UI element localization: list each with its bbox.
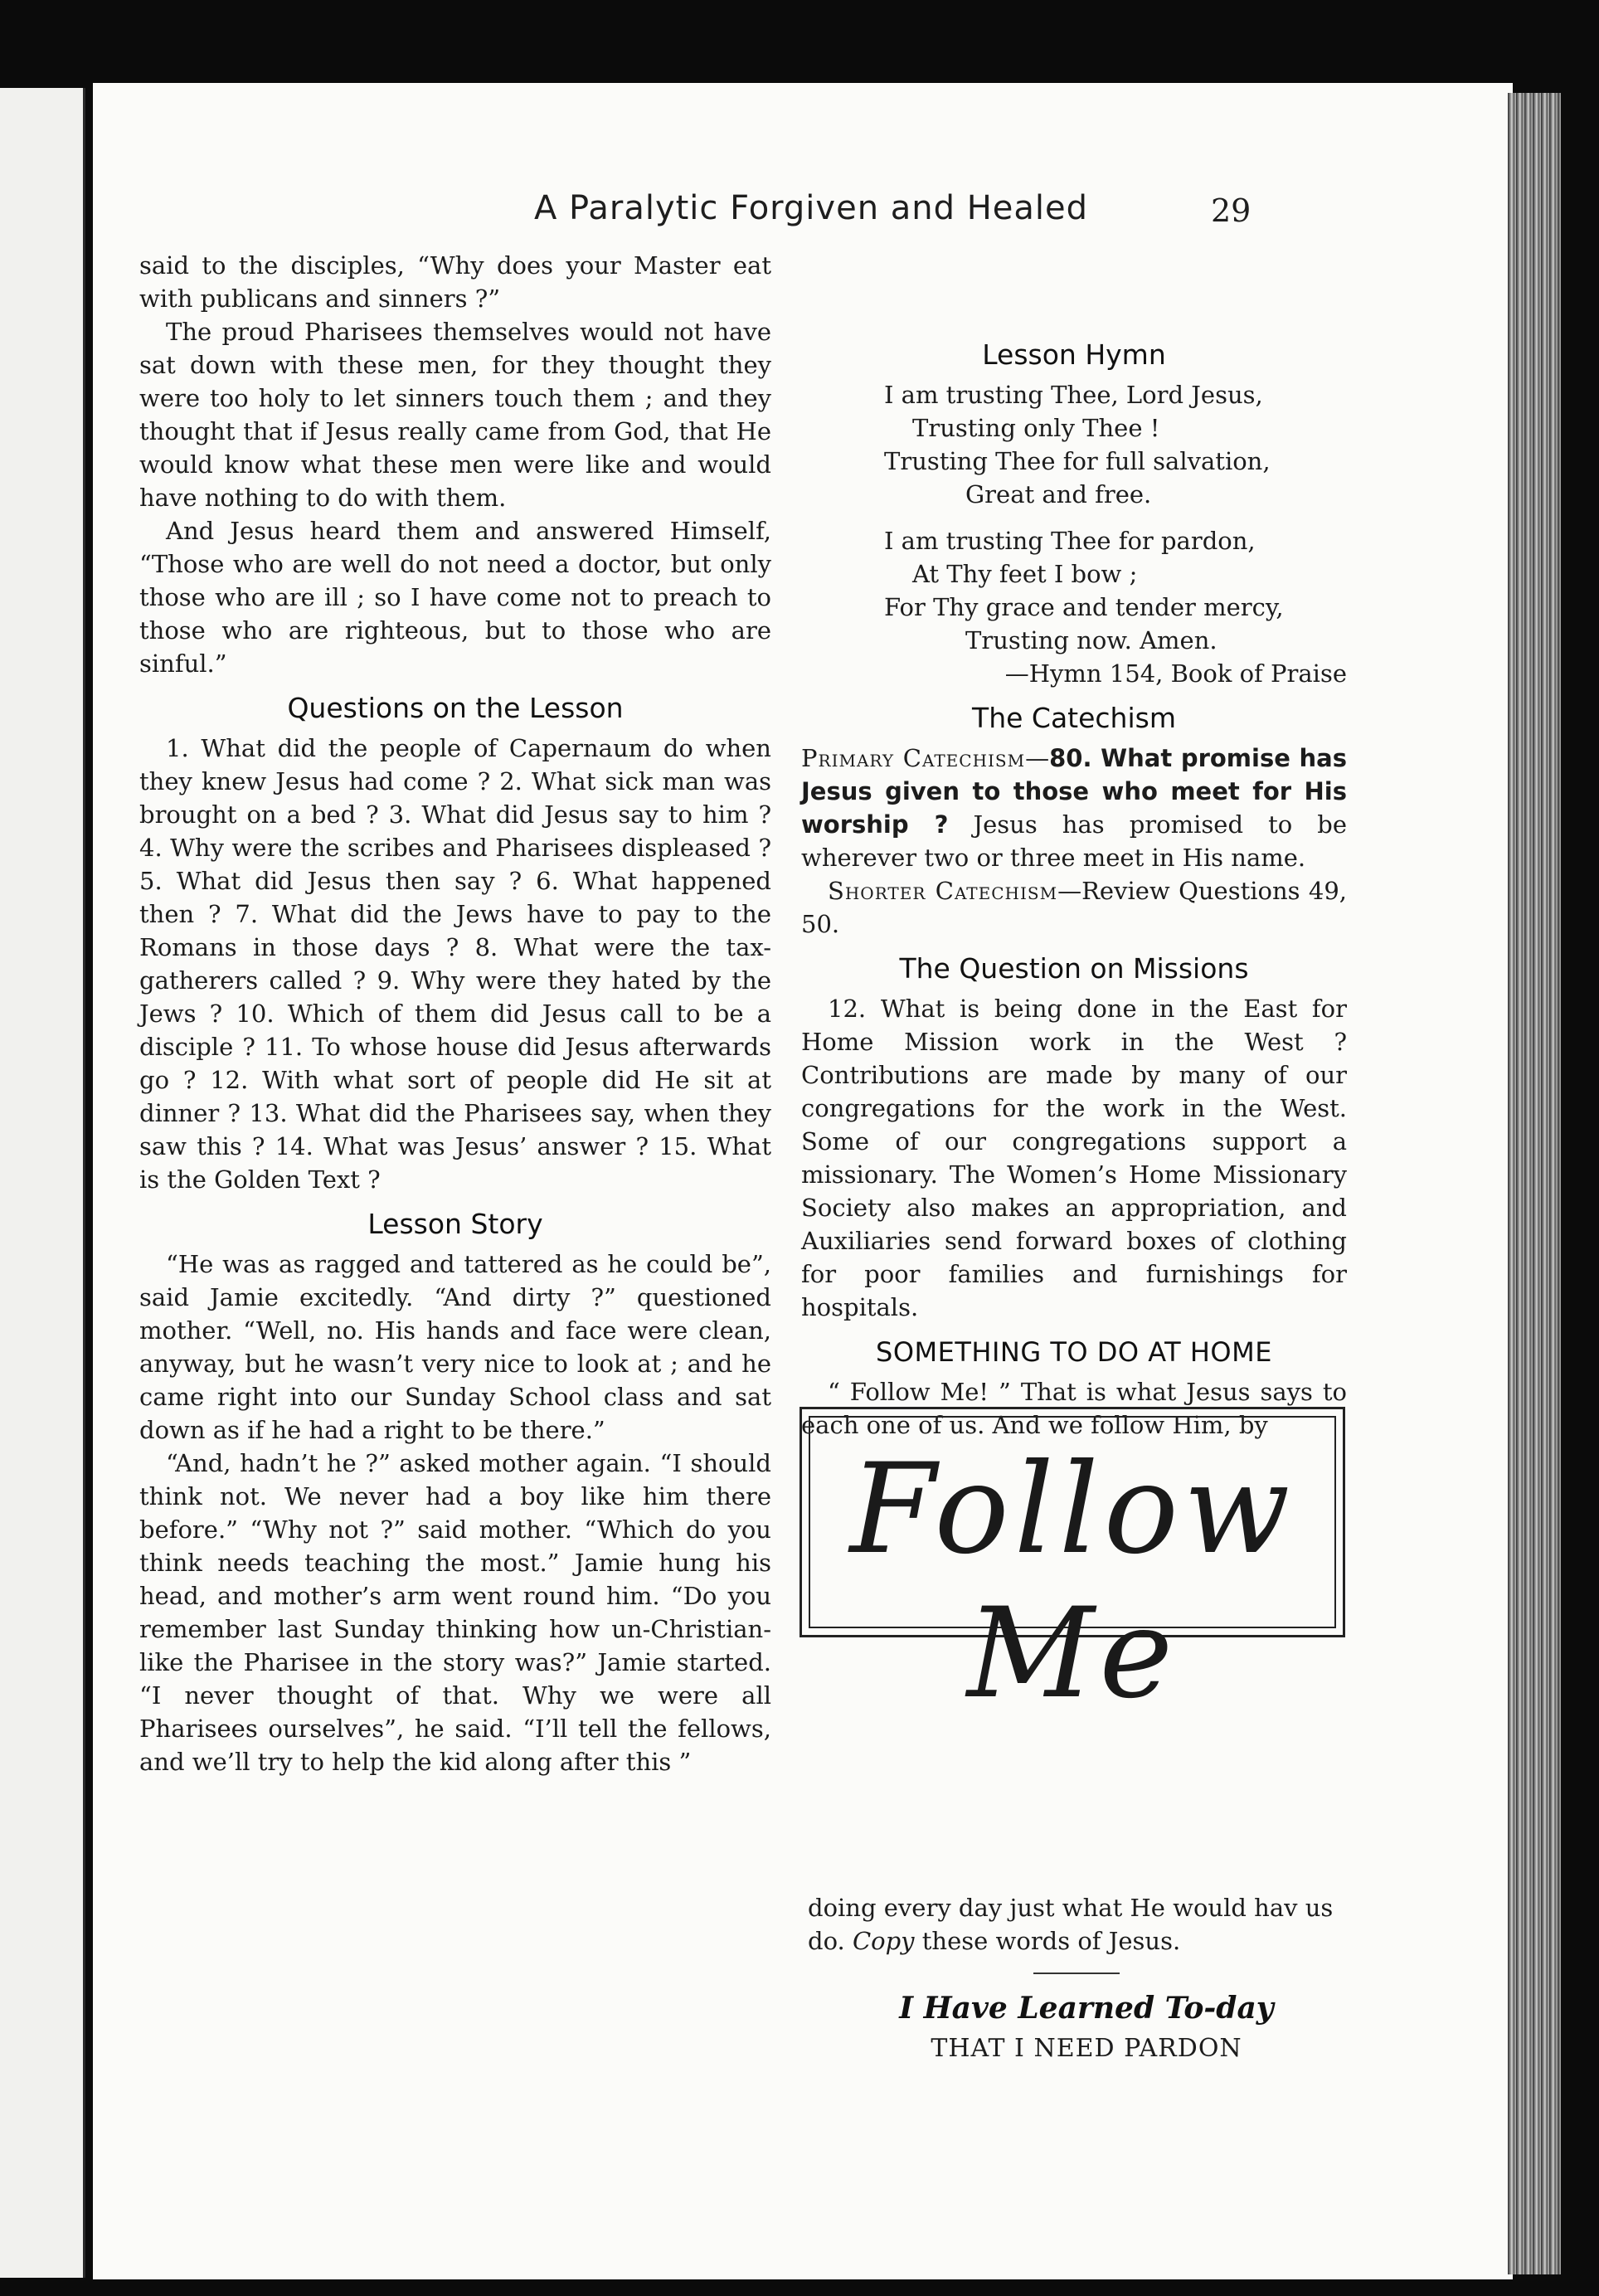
story-paragraph: “He was as ragged and tattered as he could be”, said Jamie excitedly. “And dirty ?” questioned mother. “Well, no. His hands and face were clean, anyway, but he wasn’t very nice to look at ; and he came right into our Sunday School class and sat down as if he had a right to be there.” [139, 1250, 771, 1444]
hymn-stanza [801, 378, 1347, 657]
shorter-text: —Review Questions 49, 50. [801, 877, 1347, 938]
continuation-text: doing every day just what He would hav us do. Copy these words of Jesus. [808, 1894, 1334, 1955]
copy-word: Copy [852, 1927, 915, 1955]
hymn-line: I am trusting Thee for pardon, [884, 527, 1256, 555]
hymn-line: Great and free. [965, 480, 1152, 508]
learned-subtitle: THAT I NEED PARDON [931, 2034, 1242, 2063]
primary-answer: Jesus has promised to be wherever two or three meet in His name. [801, 810, 1348, 872]
hymn-line: Trusting now. Amen. [965, 626, 1217, 654]
follow-me-frame [800, 1407, 1345, 1726]
hymn-line: For Thy grace and tender mercy, [884, 593, 1284, 621]
running-head: A Paralytic Forgiven and Healed [533, 189, 1089, 227]
hymn-line: Trusting Thee for full salvation, [884, 447, 1271, 475]
page-stack-edge [1508, 93, 1561, 2274]
story-paragraph: “And, hadn’t he ?” asked mother again. “I should think not. We never had a boy like him there before.” “Why not ?” said mother. “Which do you think needs teaching the most.” Jamie hung his head, and mother’s arm went round him. “Do you remember last Sunday thinking how un-Christian-like the Pharisee in the story was?” Jamie started. “I never thought of that. Why we were all Pharisees ourselves”, he said. “I’ll tell the fellows, and we’ll try to help the kid along after this ” [139, 1449, 771, 1776]
hymn-line: Trusting only Thee ! [912, 414, 1160, 442]
story-heading: Lesson Story [367, 1208, 543, 1240]
paragraph: The proud Pharisees themselves would not have sat down with these men, for they thought they were too holy to let sinners touch them ; and they thought that if Jesus really came from God, that He would know what these men were like and would have nothing to do with them. [139, 318, 771, 512]
divider [1033, 1973, 1120, 1974]
hymn-heading: Lesson Hymn [982, 338, 1166, 371]
catechism-heading: The Catechism [972, 702, 1176, 734]
hymn-line: At Thy feet I bow ; [912, 560, 1138, 588]
hymn-source: —Hymn 154, Book of Praise [1004, 659, 1347, 688]
paragraph: And Jesus heard them and answered Himself, “Those who are well do not need a doctor, but only those who are ill ; so I have come not to preach to those who are righteous, but to those who are sinful.” [139, 517, 771, 678]
questions-text: 1. What did the people of Capernaum do when they knew Jesus had come ? 2. What sick man was brought on a bed ? 3. What did Jesus say to him ? 4. Why were the scribes and Pharisees displeased ? 5. What did Jesus then say ? 6. What happened then ? 7. What did the Jews have to pay to the Romans in those days ? 8. What were the tax-gatherers called ? 9. Why were they hated by the Jews ? 10. Which of them did Jesus call to be a disciple ? 11. To whose house did Jesus afterwards go ? 12. With what sort of people did He sit at dinner ? 13. What did the Pharisees say, when they saw this ? 14. What was Jesus’ answer ? 15. What is the Golden Text ? [139, 734, 771, 1194]
right-column [801, 338, 1347, 1442]
home-heading: SOMETHING TO DO AT HOME [876, 1336, 1272, 1368]
missions-text: 12. What is being done in the East for Home Mission work in the West ? Contributions are made by many of our congregations for the work in the West. Some of our congregations support a missionary. The Women’s Home Missionary Society also makes an appropriation, and Auxiliaries send forward boxes of clothing for poor families and furnishings for hospitals. [801, 995, 1347, 1321]
learned-title: I Have Learned To-day [899, 1991, 1274, 2026]
follow-me-script: Follow Me [849, 1437, 1295, 1726]
questions-heading: Questions on the Lesson [287, 692, 624, 724]
home-text: “ Follow Me! ” That is what Jesus says to each one of us. And we follow Him, by [801, 1378, 1347, 1439]
shorter-label: Shorter Catechism [828, 877, 1058, 905]
missions-heading: The Question on Missions [899, 952, 1249, 985]
facing-page-edge [0, 88, 85, 2278]
primary-label: Primary Catechism [801, 744, 1026, 772]
paragraph: said to the disciples, “Why does your Master eat with publicans and sinners ?” [139, 251, 771, 313]
page-number: 29 [1211, 192, 1251, 229]
primary-catechism: Primary Catechism—80. What promise has Jesus given to those who meet for His worship ? Jesus has promised to be wherever two or three meet in His name. [801, 744, 1348, 872]
primary-question: 80. What promise has Jesus given to those who meet for His worship ? [801, 744, 1348, 839]
shorter-catechism [801, 874, 1347, 941]
hymn-line: I am trusting Thee, Lord Jesus, [884, 381, 1263, 409]
left-column [139, 249, 771, 1778]
